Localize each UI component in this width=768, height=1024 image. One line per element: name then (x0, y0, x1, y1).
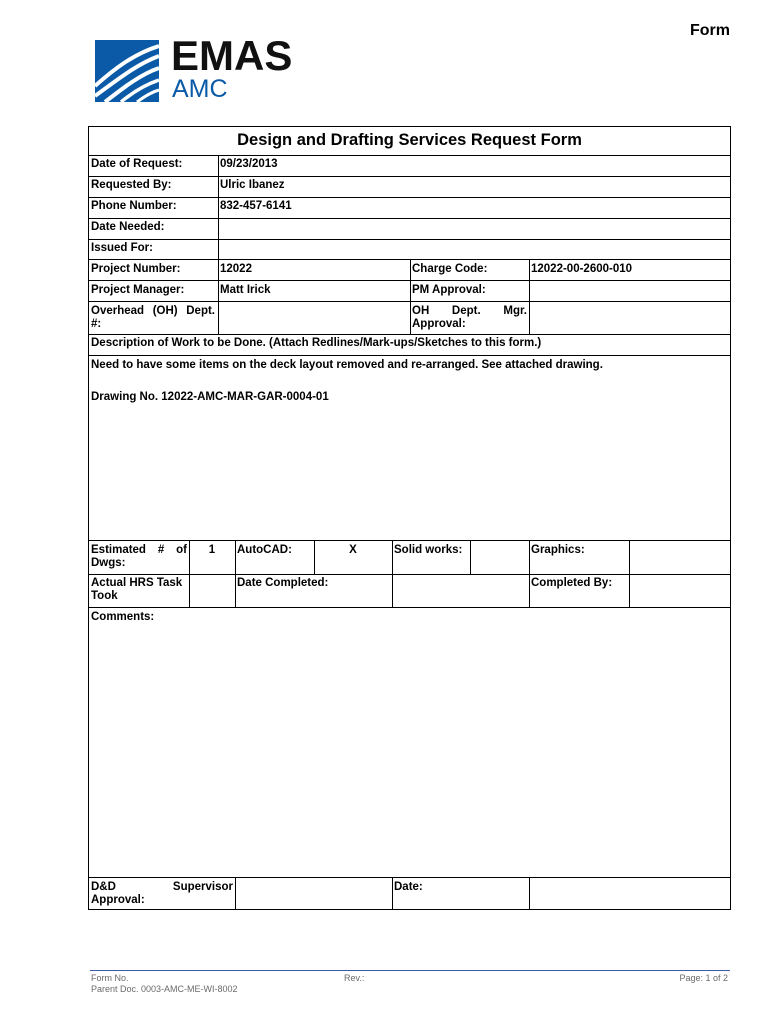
date-needed-label: Date Needed: (91, 221, 165, 233)
form-label: Form (690, 22, 730, 39)
autocad-field[interactable]: X (349, 544, 357, 556)
phone-number-field[interactable]: 832-457-6141 (220, 200, 292, 212)
date-completed-label: Date Completed: (237, 577, 329, 589)
supervisor-approval-label: D&D Supervisor (91, 881, 233, 893)
comments-field[interactable] (91, 627, 728, 875)
oh-dept-label-cont: #: (91, 318, 102, 330)
supervisor-approval-label-cont: Approval: (91, 894, 145, 906)
oh-dept-field[interactable] (220, 305, 408, 333)
pm-approval-field[interactable] (531, 284, 727, 300)
oh-dept-label: Overhead (OH) Dept. (91, 305, 215, 317)
completed-by-label: Completed By: (531, 577, 613, 589)
date-label: Date: (394, 881, 423, 893)
phone-number-label: Phone Number: (91, 200, 177, 212)
est-dwgs-label: Estimated # of (91, 544, 187, 556)
logo-swoosh-icon (95, 40, 159, 102)
company-logo (95, 32, 310, 103)
project-manager-label: Project Manager: (91, 284, 185, 296)
form-title: Design and Drafting Services Request Form (237, 131, 582, 149)
solid-works-label: Solid works: (394, 544, 463, 556)
oh-mgr-approval-label-cont: Approval: (412, 318, 466, 330)
issued-for-label: Issued For: (91, 242, 153, 254)
supervisor-approval-field[interactable] (236, 879, 391, 908)
date-field[interactable] (530, 879, 728, 908)
logo-subname: AMC (172, 75, 228, 103)
requested-by-label: Requested By: (91, 179, 172, 191)
drawing-number[interactable]: Drawing No. 12022-AMC-MAR-GAR-0004-01 (91, 391, 329, 403)
actual-hrs-label-cont: Took (91, 590, 118, 602)
issued-for-field[interactable] (220, 242, 728, 258)
actual-hrs-field[interactable] (190, 577, 234, 606)
completed-by-field[interactable] (630, 577, 728, 606)
date-of-request-label: Date of Request: (91, 158, 183, 170)
parent-doc: Parent Doc. 0003-AMC-ME-WI-8002 (91, 984, 238, 994)
revision: Rev.: (344, 973, 365, 983)
date-needed-field[interactable] (220, 221, 728, 237)
solid-works-field[interactable] (471, 544, 528, 573)
project-manager-field[interactable]: Matt Irick (220, 284, 271, 296)
date-completed-field[interactable] (393, 577, 528, 606)
form-no: Form No. (91, 973, 129, 983)
requested-by-field[interactable]: Ulric Ibanez (220, 179, 285, 191)
actual-hrs-label: Actual HRS Task (91, 577, 183, 589)
est-dwgs-label-cont: Dwgs: (91, 557, 126, 569)
oh-mgr-approval-label: OH Dept. Mgr. (412, 305, 527, 317)
charge-code-label: Charge Code: (412, 263, 488, 275)
est-dwgs-field[interactable]: 1 (208, 544, 216, 556)
oh-mgr-approval-field[interactable] (531, 305, 727, 333)
date-of-request-field[interactable]: 09/23/2013 (220, 158, 278, 170)
project-number-label: Project Number: (91, 263, 181, 275)
page-number: Page: 1 of 2 (679, 973, 728, 983)
request-form-table (88, 126, 731, 910)
description-text[interactable]: Need to have some items on the deck layout removed and re-arranged. See attached drawing. (91, 359, 603, 371)
logo-name: EMAS (171, 32, 293, 79)
pm-approval-label: PM Approval: (412, 284, 486, 296)
project-number-field[interactable]: 12022 (220, 263, 252, 275)
graphics-label: Graphics: (531, 544, 585, 556)
graphics-field[interactable] (630, 544, 728, 573)
comments-label: Comments: (91, 611, 155, 623)
footer-rule (90, 970, 730, 971)
autocad-label: AutoCAD: (237, 544, 292, 556)
charge-code-field[interactable]: 12022-00-2600-010 (531, 263, 633, 275)
description-label: Description of Work to be Done. (Attach Redlines/Mark-ups/Sketches to this form.) (91, 337, 542, 349)
